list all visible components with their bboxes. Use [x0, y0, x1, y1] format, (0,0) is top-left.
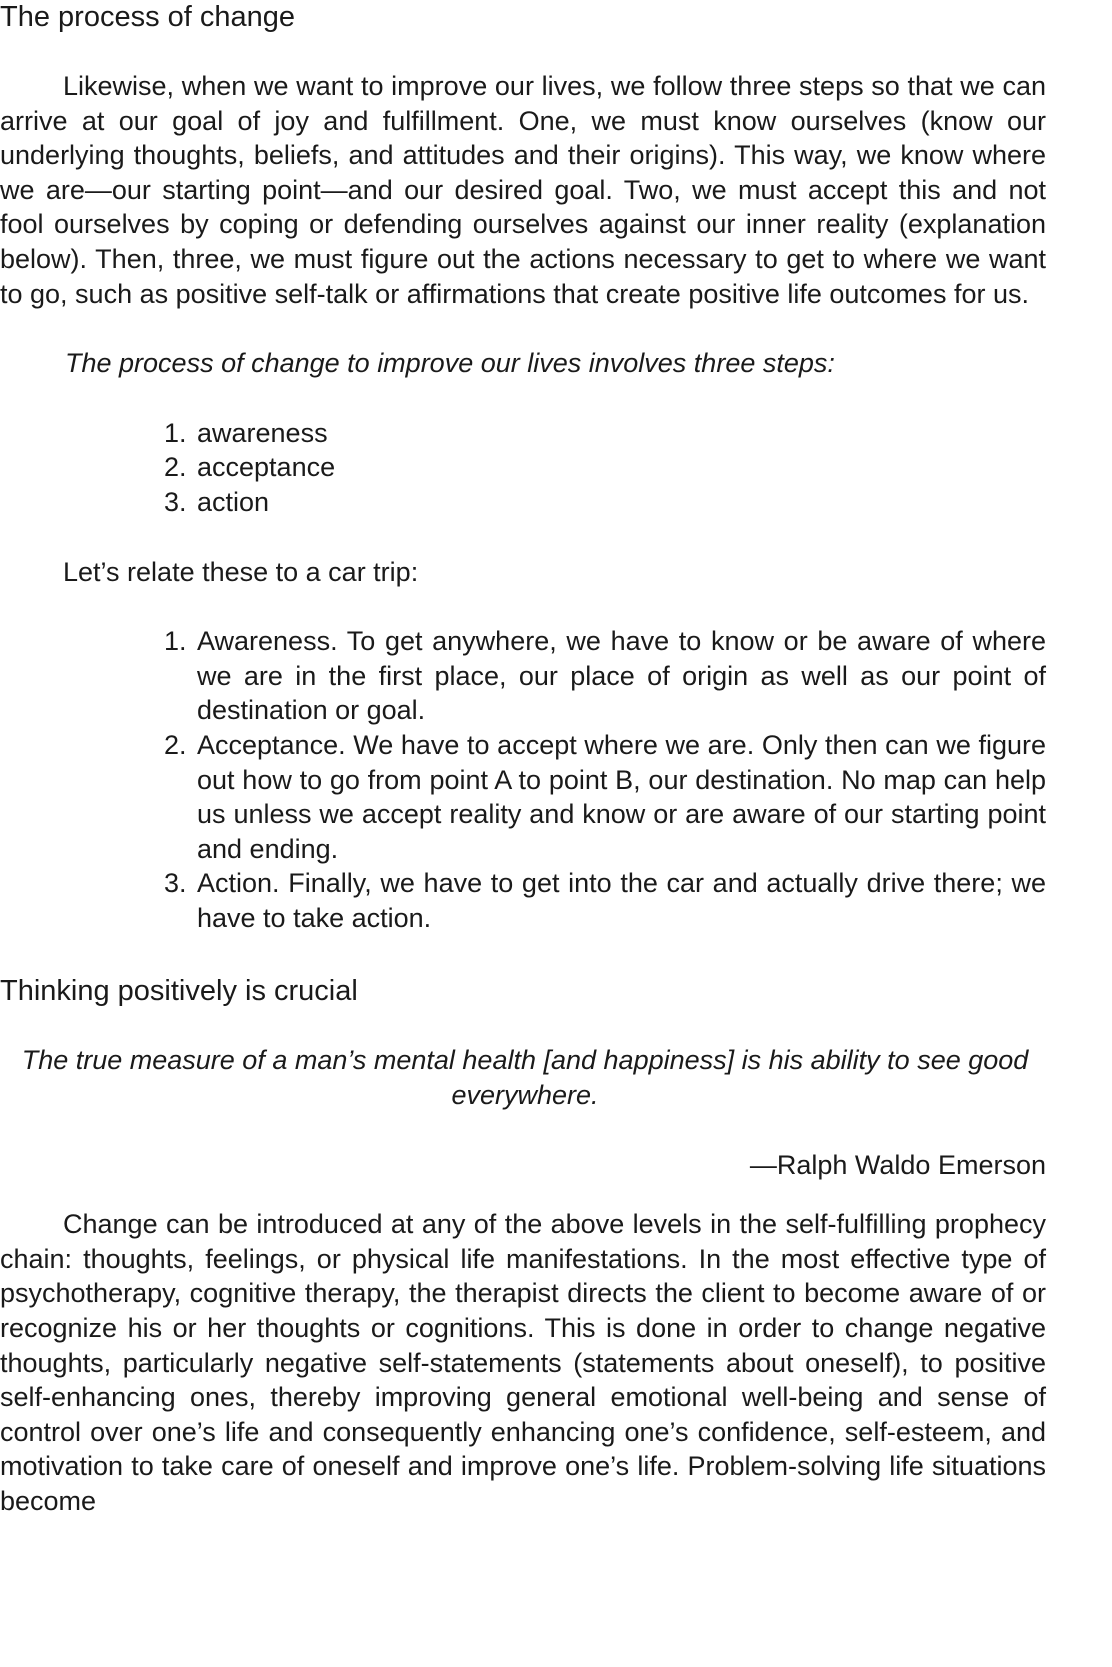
list-number: 3. — [164, 486, 187, 517]
list-item — [0, 866, 1046, 935]
list-item — [0, 450, 1046, 485]
body-paragraph-intro: Likewise, when we want to improve our lives, we follow three steps so that we can arrive at our goal of joy and fulfillment. One, we must know ourselves (know our underlying thoughts, beliefs, and attitudes and their origins). This way, we know where we are—our starting point—and our desired goal. Two, we must accept this and not fool ourselves by coping or defending ourselves against our inner reality (explanation below). Then, three, we must figure out the actions necessary to get to where we want to go, such as positive self-talk or affirmations that create positive life outcomes for us. — [0, 71, 1046, 309]
list-number: 1. — [164, 626, 187, 657]
car-trip-list — [0, 624, 1046, 935]
list-number: 3. — [164, 868, 187, 899]
list-item-text: action — [197, 486, 270, 517]
epigraph-quote: The true measure of a man’s mental health [and happiness] is his ability to see good everywhere. — [21, 1045, 1029, 1111]
list-number: 1. — [164, 417, 187, 448]
list-number: 2. — [164, 452, 187, 483]
section-heading-thinking-positively: Thinking positively is crucial — [0, 975, 358, 1008]
list-item — [0, 624, 1046, 728]
list-item-text: Action. Finally, we have to get into the car and actually drive there; we have to take action. — [197, 868, 1046, 933]
car-trip-intro: Let’s relate these to a car trip: — [63, 556, 419, 587]
list-item — [0, 728, 1046, 866]
section-heading-process-of-change: The process of change — [0, 1, 296, 33]
body-paragraph-change: Change can be introduced at any of the above levels in the self-fulfilling prophecy chain: thoughts, feelings, or physical life manifestations. In the most effective type of psychotherapy, cognitive therapy, the therapist directs the client to become aware of or recognize his or her thoughts or cognitions. This is done in order to change negative thoughts, particularly negative self-statements (statements about oneself), to positive self-enhancing ones, thereby improving general emotional well-being and sense of control over one’s life and consequently enhancing one’s confidence, self-esteem, and motivation to take care of oneself and improve one’s life. Problem-solving life situations become — [0, 1209, 1046, 1516]
list-item-text: Acceptance. We have to accept where we are. Only then can we figure out how to go from point A to point B, our destination. No map can help us unless we accept reality and know or are aware of our starting point and ending. — [197, 729, 1046, 864]
list-item — [0, 416, 1046, 451]
steps-intro: The process of change to improve our lives involves three steps: — [65, 348, 835, 379]
list-item-text: awareness — [197, 417, 328, 448]
quote-attribution: —Ralph Waldo Emerson — [749, 1149, 1046, 1180]
list-item-text: acceptance — [197, 452, 336, 483]
steps-list — [0, 416, 1046, 520]
list-number: 2. — [164, 729, 187, 760]
list-item-text: Awareness. To get anywhere, we have to know or be aware of where we are in the first place, our place of origin as well as our point of destination or goal. — [197, 626, 1046, 726]
list-item — [0, 485, 1046, 520]
